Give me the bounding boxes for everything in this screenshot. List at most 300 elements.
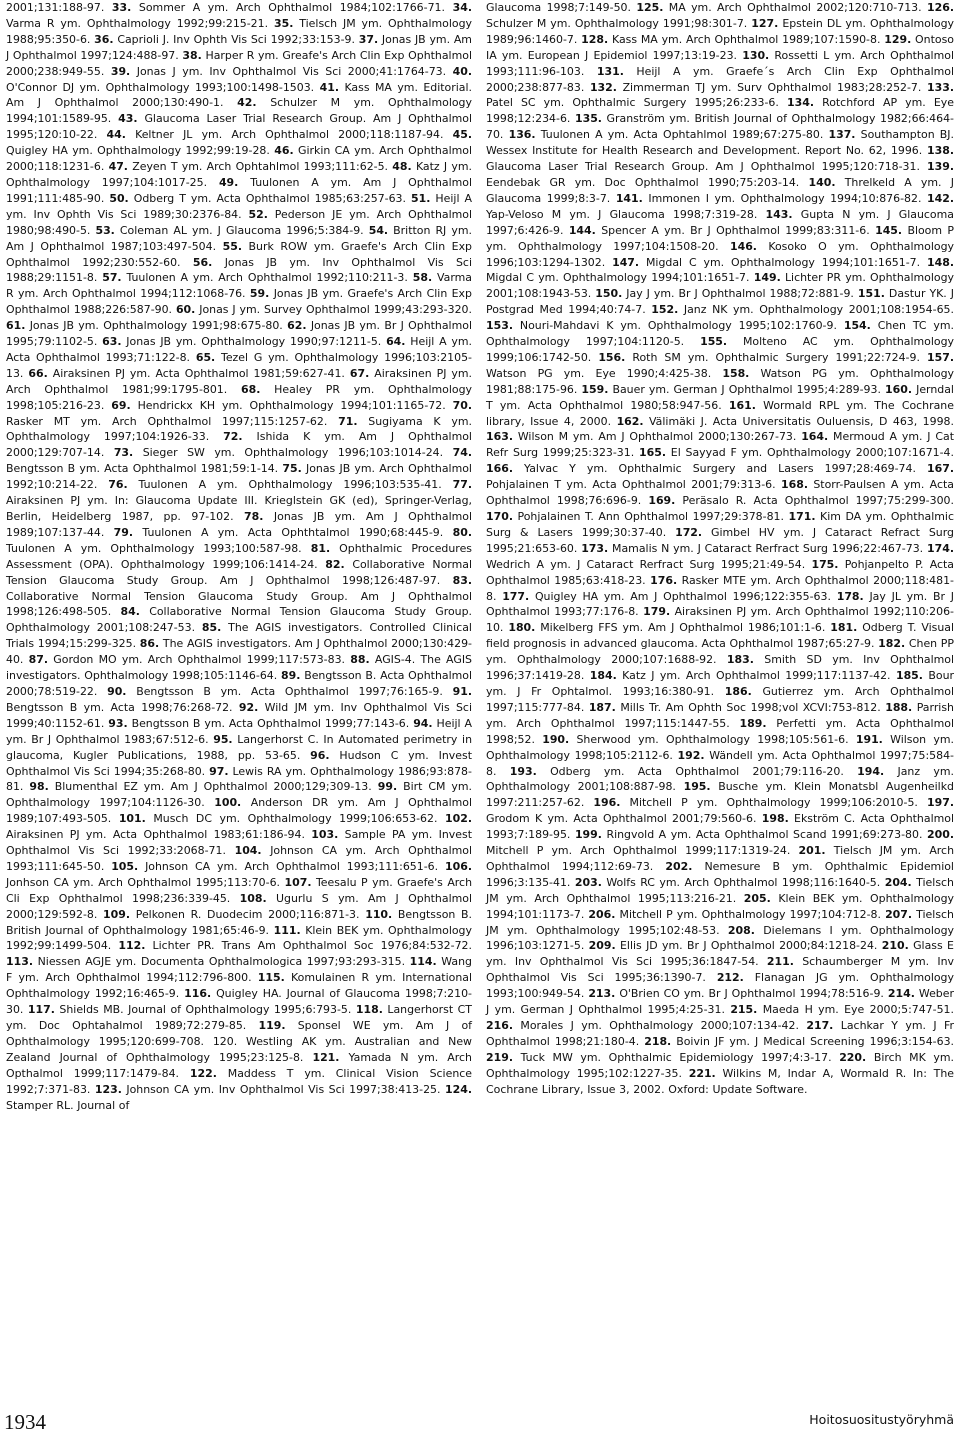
reference-text: Busche ym. Klein Monatsbl Augenheilkd 1997:211:257-62. (486, 780, 954, 810)
reference-number: 67. (349, 366, 370, 380)
reference-text: Bour ym. J Fr Ophtalmol. 1993;16:380-91. (486, 669, 954, 698)
reference-number: 76. (108, 478, 128, 492)
reference-entry (636, 1, 921, 14)
reference-number: 40. (452, 64, 472, 78)
reference-number: 131. (596, 64, 624, 78)
reference-text: Johnson CA ym. Arch Ophthalmol 1993;111:651-6. (145, 859, 439, 873)
reference-number: 153. (486, 319, 513, 333)
reference-text: Rasker MT ym. Arch Ophthalmol 1997;115:1257-62. (6, 414, 328, 428)
reference-entry (29, 653, 345, 666)
reference-number: 35. (274, 16, 294, 30)
reference-text: Anderson DR ym. Am J Ophthalmol 1989;107:493-505. (6, 796, 472, 826)
reference-number: 199. (574, 828, 602, 842)
reference-number: 196. (593, 796, 621, 810)
reference-text: Odberg ym. Acta Ophthalmol 2001;79:116-20. (550, 764, 844, 778)
reference-number: 90. (107, 684, 127, 698)
reference-entry (486, 510, 784, 523)
reference-entry (589, 939, 878, 952)
reference-text: Ekström C. Acta Ophthalmol 1993;7:189-95. (486, 812, 954, 842)
reference-text: Gutierrez ym. Arch Ophthalmol 1997;115:777-84. (486, 684, 954, 714)
reference-number: 130. (742, 48, 770, 62)
reference-number: 154. (843, 319, 871, 333)
reference-text: Wändell ym. Acta Ophthalmol 1997;75:584-8. (486, 748, 954, 778)
reference-number: 166. (486, 462, 513, 476)
reference-text: Wedrich A ym. J Cataract Rerfract Surg 1995;21:49-54. (486, 557, 806, 571)
reference-number: 114. (409, 955, 437, 969)
reference-number: 127. (751, 16, 779, 30)
reference-number: 75. (282, 462, 302, 476)
reference-text: Glaucoma Laser Trial Research Group. Am J Ophthalmol 1995;120:718-31. (486, 160, 920, 174)
reference-text: Weber J ym. German J Ophthalmol 1995;4:25-31. (486, 987, 954, 1017)
reference-entry (103, 908, 359, 921)
reference-list (486, 0, 954, 1098)
reference-text: Sponsel WE ym. Am J of Ophthalmology 1995;120:699-708. 120. Westling AK ym. Australian and New Zealand Journal of Ophthalmology 1995;23:125-8. (6, 1019, 472, 1064)
reference-number: 208. (727, 923, 755, 937)
reference-number: 190. (542, 732, 570, 746)
reference-text: Lachkar Y ym. J Fr Ophthalmol 1998;21:180-4. (486, 1019, 954, 1048)
reference-number: 207. (885, 907, 913, 921)
reference-text: Nemesure B ym. Ophthalmic Epidemiol 1996;3:135-41. (486, 859, 954, 889)
reference-number: 221. (688, 1066, 716, 1080)
reference-number: 63. (102, 335, 122, 349)
reference-number: 162. (616, 414, 644, 428)
reference-text: Kass MA ym. Editorial. Am J Ophthalmol 2000;130:490-1. (6, 80, 472, 110)
reference-text: Wormald RPL ym. The Cochrane library, Issue 4, 2000. (486, 398, 954, 428)
reference-text: Healey PR ym. Ophthalmology 1998;105:216-23. (6, 382, 472, 412)
reference-number: 81. (310, 541, 331, 555)
reference-text: Harper R ym. Greafe's Arch Clin Exp Ophthalmol 2000;238:949-55. (6, 48, 472, 78)
reference-text: O'Connor DJ ym. Ophthalmology 1993;100:1498-1503. (6, 80, 315, 94)
reference-text: Sieger SW ym. Ophthalmology 1996;103:1014-24. (142, 446, 444, 460)
reference-number: 42. (237, 96, 257, 110)
reference-text: Ugurlu S ym. Am J Ophthalmol 2000;129:592-8. (6, 891, 472, 921)
reference-text: Odberg T. Visual field prognosis in advanced glaucoma. Acta Ophthalmol 1987;65:27-9. (486, 621, 955, 651)
reference-entry (6, 319, 283, 332)
reference-text: Maddess T ym. Clinical Vision Science 1992;7:371-83. (6, 1066, 472, 1096)
reference-text: Yalvac Y ym. Ophthalmic Surgery and Lasers 1997;28:469-74. (524, 462, 916, 476)
reference-text: Dastur YK. J Postgrad Med 1994;40:74-7. (486, 287, 954, 317)
reference-text: The AGIS investigators. Am J Ophthalmol 2000;130:429-40. (6, 637, 472, 667)
reference-number: 68. (241, 382, 261, 396)
reference-text: Mermoud A ym. J Cat Refr Surg 1999;25:323-31. (486, 430, 954, 460)
reference-number: 220. (839, 1050, 867, 1064)
reference-number: 174. (927, 541, 954, 555)
reference-text: Morales J ym. Ophthalmology 2000;107:134-42. (520, 1019, 799, 1032)
reference-text: Granström ym. British Journal of Ophthalmology 1982;66:464-70. (486, 112, 954, 142)
reference-entry (569, 224, 870, 237)
reference-entry (29, 780, 371, 793)
reference-number: 141. (615, 191, 643, 205)
reference-text: Eendebak GR ym. Doc Ophthalmol 1990;75:203-14. (486, 175, 800, 189)
reference-number: 95. (213, 732, 233, 746)
reference-entry (107, 128, 444, 141)
reference-entry (486, 430, 796, 443)
reference-entry (114, 526, 444, 539)
reference-text: Blumenthal EZ ym. Am J Ophthalmol 2000;129;309-13. (54, 780, 372, 794)
reference-number: 38. (182, 48, 202, 62)
reference-number: 49. (218, 175, 239, 189)
reference-text: Threlkeld A ym. J Glaucoma 1999;8:3-7. (486, 175, 954, 205)
reference-number: 143. (765, 207, 793, 221)
reference-number: 198. (761, 812, 789, 826)
reference-text: Keltner JL ym. Arch Ophthalmol 2000;118:1187-94. (135, 128, 444, 142)
reference-number: 172. (675, 525, 703, 539)
reference-number: 116. (184, 987, 212, 1001)
reference-entry (588, 908, 881, 921)
reference-text: El Sayyad F ym. Ophthalmology 2000;107:1671-4. (670, 446, 954, 460)
reference-number: 99. (377, 780, 398, 794)
reference-text: 2001;131:188-97. (6, 1, 105, 14)
reference-number: 183. (726, 653, 754, 667)
reference-number: 175. (811, 557, 839, 571)
reference-number: 56. (192, 255, 213, 269)
reference-text: Nouri-Mahdavi K ym. Ophthalmology 1995;102:1760-9. (519, 319, 837, 333)
reference-entry (108, 717, 409, 730)
reference-text: Jay J ym. Br J Ophthalmol 1988;72:881-9. (626, 287, 854, 301)
reference-number: 149. (753, 271, 781, 285)
reference-text: Välimäki J. Acta Universitatis Ouluensis, D 463, 1998. (649, 414, 954, 428)
reference-entry (95, 1083, 441, 1096)
reference-number: 88. (350, 653, 370, 667)
reference-number: 195. (683, 780, 711, 794)
reference-text: Ophthalmic Procedures Assessment (OPA). Ophthalmology 1999;106:1414-24. (6, 541, 472, 571)
reference-number: 59. (249, 287, 270, 301)
reference-text: Heijl A ym. Acta Ophthalmol 1993;71:122-8. (6, 335, 472, 364)
reference-text: Airaksinen PJ ym. In: Glaucoma Update III. Krieglstein GK (ed), Springer-Verlag, Berlin, Heidelberg 1987, pp. 97-102. (6, 494, 472, 523)
reference-entry (28, 1003, 351, 1016)
reference-number: 37. (358, 32, 379, 46)
reference-entry (581, 383, 881, 396)
reference-number: 97. (209, 764, 229, 778)
reference-text: Storr-Paulsen A ym. Acta Ophthalmol 1998;76:696-9. (486, 478, 954, 508)
reference-text: Tuulonen A ym. Am J Ophthalmol 1991;111:485-90. (6, 175, 472, 205)
reference-number: 173. (581, 541, 609, 555)
reference-entry (486, 1, 631, 14)
reference-text: Varma R ym. Arch Ophthalmol 1994;112:1068-76. (6, 271, 472, 301)
reference-text: Heijl A ym. Inv Ophth Vis Sci 1989;30:2376-84. (6, 191, 472, 221)
reference-text: Jonas JB ym. Am J Ophthalmol 1989;107:137-44. (6, 510, 472, 539)
reference-entry (590, 81, 921, 94)
reference-entry (112, 1, 445, 14)
reference-number: 160. (885, 382, 913, 396)
reference-entry (28, 367, 345, 380)
reference-number: 104. (234, 844, 262, 858)
reference-entry (502, 590, 831, 603)
reference-number: 74. (452, 446, 472, 460)
reference-text: Pelkonen R. Duodecim 2000;116:871-3. (135, 907, 360, 921)
reference-number: 189. (739, 716, 767, 730)
reference-number: 159. (581, 382, 609, 396)
reference-text: Lichter PR. Trans Am Ophthalmol Soc 1976;84:532-72. (152, 939, 472, 953)
reference-text: Tuck MW ym. Ophthalmic Epidemiology 1997;4:3-17. (520, 1050, 832, 1064)
reference-number: 169. (648, 494, 676, 508)
reference-entry (590, 669, 891, 682)
reference-entry (486, 1019, 799, 1032)
reference-text: Migdal C ym. Ophthalmology 1994;101:1651-7. (486, 271, 750, 285)
publisher-name: Hoitosuositustyöryhmä (809, 1412, 954, 1427)
reference-number: 157. (926, 350, 954, 364)
reference-text: Zeyen T ym. Arch Ophtahlmol 1993;111:62-5. (132, 160, 389, 174)
reference-number: 191. (855, 732, 883, 746)
reference-number: 148. (926, 255, 954, 269)
reference-number: 80. (452, 525, 472, 539)
reference-number: 119. (258, 1019, 286, 1032)
reference-text: Tielsch JM ym. Arch Ophthalmol 1994;112:69-73. (486, 844, 955, 873)
reference-number: 45. (452, 128, 472, 142)
reference-number: 219. (486, 1050, 513, 1064)
reference-number: 193. (509, 764, 537, 778)
reference-entry (486, 319, 837, 332)
reference-entry (651, 303, 954, 316)
reference-number: 152. (651, 303, 679, 317)
reference-text: Collaborative Normal Tension Glaucoma Study Group. Ophthalmology 2001;108:247-53. (6, 605, 473, 635)
reference-text: Mitchell P ym. Arch Ophthalmol 1999;117:1319-24. (486, 844, 791, 858)
reference-text: Rotchford AP ym. Eye 1998;12:234-6. (486, 96, 954, 126)
reference-number: 123. (94, 1082, 122, 1096)
reference-number: 215. (730, 1003, 758, 1017)
reference-text: Zimmerman TJ ym. Surv Ophthalmol 1983;28:252-7. (622, 80, 922, 94)
reference-text: Hendrickx KH ym. Ophthalmology 1994;101:1165-72. (137, 398, 446, 412)
reference-number: 86. (139, 637, 160, 651)
reference-entry (595, 287, 854, 300)
reference-entry (509, 128, 824, 141)
reference-text: MA ym. Arch Ophthalmol 2002;120:710-713. (668, 1, 922, 14)
reference-entry (114, 446, 443, 459)
reference-number: 178. (836, 589, 864, 603)
reference-text: Glaucoma 1998;7:149-50. (486, 1, 631, 14)
reference-number: 177. (502, 589, 530, 603)
reference-entry (119, 812, 438, 825)
reference-text: Jonas JB ym. Inv Ophthalmol Vis Sci 1988;29:1151-8. (6, 255, 472, 285)
reference-text: Airaksinen PJ ym. Acta Ophthalmol 1983;61:186-94. (6, 828, 305, 842)
reference-text: Ringvold A ym. Acta Ophthalmol Scand 1991;69:273-80. (606, 828, 923, 842)
reference-number: 100. (214, 796, 242, 810)
reference-number: 55. (222, 239, 242, 253)
reference-number: 205. (743, 891, 771, 905)
reference-number: 70. (452, 398, 472, 412)
reference-entry (575, 828, 923, 841)
references-column-right (486, 0, 954, 1098)
reference-text: Sommer A ym. Arch Ophthalmol 1984;102:1766-71. (138, 1, 445, 14)
reference-number: 136. (508, 128, 536, 142)
reference-number: 101. (118, 812, 146, 826)
reference-entry (575, 876, 880, 889)
reference-text: Chen TC ym. Ophthalmology 1997;104:1120-5. (486, 319, 954, 349)
reference-number: 109. (103, 907, 131, 921)
reference-entry (118, 939, 472, 952)
reference-text: Kim DA ym. Ophthalmic Surg & Lasers 1999;30:37-40. (486, 510, 954, 539)
reference-number: 216. (486, 1019, 513, 1032)
reference-number: 167. (926, 462, 954, 476)
reference-text: Odberg T ym. Acta Ophthalmol 1985;63:257-63. (133, 191, 406, 205)
reference-number: 214. (887, 987, 915, 1001)
reference-text: Shields MB. Journal of Ophthalmology 1995;6:793-5. (59, 1003, 352, 1017)
reference-number: 108. (239, 891, 267, 905)
reference-number: 71. (338, 414, 358, 428)
reference-text: Bengtsson B ym. Acta Ophthalmol 1981;59:1-14. (6, 462, 279, 476)
reference-number: 134. (786, 96, 814, 110)
reference-text: Langerhorst C. In Automated perimetry in glaucoma, Kugler Publications, 1988, pp. 53-65. (6, 732, 472, 762)
reference-number: 156. (598, 350, 626, 364)
reference-entry (612, 256, 920, 269)
reference-text: Peräsalo R. Acta Ophthalmol 1997;75:299-300. (682, 494, 954, 508)
reference-number: 150. (595, 287, 623, 301)
reference-entry (644, 1035, 954, 1048)
reference-text: Rossetti L ym. Arch Ophthalmol 1993;111:96-103. (486, 48, 954, 78)
reference-number: 77. (452, 478, 472, 492)
reference-number: 118. (355, 1003, 383, 1017)
reference-number: 209. (588, 939, 616, 953)
reference-text: Immonen I ym. Ophthalmology 1994;10:876-82. (648, 191, 922, 205)
reference-text: Migdal C ym. Ophthalmology 1994;101:1651-7. (645, 255, 921, 269)
reference-number: 121. (312, 1050, 340, 1064)
reference-number: 155. (700, 335, 728, 349)
reference-text: Spencer A ym. Br J Ophthalmol 1999;83:311-6. (601, 223, 870, 237)
reference-text: Schulzer M ym. Ophthalmology 1991;98:301-7. (486, 16, 748, 30)
reference-number: 33. (111, 1, 132, 14)
reference-number: 60. (175, 303, 196, 317)
reference-number: 140. (808, 175, 836, 189)
reference-number: 87. (28, 653, 49, 667)
reference-number: 212. (716, 971, 744, 985)
reference-entry (639, 446, 954, 459)
reference-number: 124. (444, 1082, 472, 1096)
reference-text: Quigley HA ym. Ophthalmology 1992;99:19-28. (6, 144, 270, 158)
reference-number: 202. (665, 859, 693, 873)
reference-text: Mikelberg FFS ym. Am J Ophthalmol 1986;101:1-6. (540, 621, 826, 635)
reference-text: Jonas J ym. Survey Ophthalmol 1999;43:293-320. (199, 303, 472, 317)
reference-text: Birt CM ym. Ophthalmology 1997;104:1126-30. (6, 780, 473, 810)
reference-text: Pohjalainen T. Ann Ophthalmol 1997;29:378-81. (517, 510, 784, 523)
reference-number: 125. (636, 1, 664, 14)
reference-entry (598, 351, 920, 364)
reference-number: 85. (201, 621, 222, 635)
reference-text: Musch DC ym. Ophthalmology 1999;106:653-62. (153, 812, 438, 826)
reference-entry (94, 33, 355, 46)
reference-text: Wild JM ym. Inv Ophthalmol Vis Sci 1999;40:1152-61. (6, 700, 472, 730)
reference-text: Janz ym. Ophthalmology 2001;108:887-98. (486, 764, 954, 794)
reference-text: Jonas JB ym. Am J Ophthalmol 1997;124:488-97. (6, 32, 472, 62)
reference-number: 144. (568, 223, 596, 237)
reference-text: Schaumberger M ym. Inv Ophthalmol Vis Sci 1995;36:1390-7. (486, 955, 954, 985)
reference-number: 69. (111, 398, 131, 412)
reference-number: 91. (452, 684, 472, 698)
reference-number: 57. (102, 271, 122, 285)
reference-text: Ontoso IA ym. European J Epidemiol 1997;13:19-23. (486, 32, 954, 62)
reference-number: 132. (589, 80, 617, 94)
reference-number: 106. (444, 859, 472, 873)
reference-text: Tuulonen A ym. Arch Ophthalmol 1992;110:211-3. (126, 271, 408, 285)
reference-number: 48. (392, 160, 412, 174)
reference-number: 203. (574, 875, 602, 889)
reference-number: 158. (722, 366, 750, 380)
reference-number: 168. (780, 478, 808, 492)
reference-text: Flanagan JG ym. Ophthalmology 1993;100:949-54. (486, 971, 954, 1001)
reference-number: 79. (113, 525, 134, 539)
reference-number: 218. (644, 1034, 672, 1048)
reference-text: Bengtsson B ym. Acta Ophthalmol 1999;77:143-6. (131, 716, 410, 730)
reference-number: 184. (589, 669, 617, 683)
reference-text: Janz NK ym. Ophthalmology 2001;108:1954-65. (683, 303, 954, 317)
reference-text: Tuulonen A ym. Acta Ophtahlmol 1989;67:275-80. (540, 128, 824, 142)
reference-entry (102, 271, 408, 284)
reference-number: 111. (273, 923, 301, 937)
reference-number: 161. (728, 398, 756, 412)
reference-text: Epstein DL ym. Ophthalmology 1989;96:1460-7. (486, 16, 954, 46)
reference-number: 206. (588, 907, 616, 921)
reference-text: Wilson M ym. Am J Ophthalmol 2000;130:267-73. (517, 430, 797, 444)
reference-text: Gimbel HV ym. J Cataract Refract Surg 1995;21:653-60. (486, 525, 954, 555)
reference-number: 39. (110, 64, 131, 78)
reference-number: 112. (118, 939, 146, 953)
reference-text: Kosoko O ym. Ophthalmology 1996;103:1294-1302. (486, 239, 955, 269)
reference-number: 188. (885, 700, 913, 714)
reference-text: Patel SC ym. Ophthalmic Surgery 1995;26:233-6. (486, 96, 779, 110)
reference-text: Mitchell P ym. Ophthalmology 1997;104:712-8. (619, 907, 881, 921)
reference-number: 47. (108, 160, 128, 174)
reference-number: 117. (27, 1003, 55, 1017)
reference-text: Bengtsson B ym. Acta 1998;76:268-72. (6, 700, 233, 714)
reference-entry (486, 462, 916, 475)
reference-number: 170. (486, 510, 513, 523)
reference-number: 176. (650, 573, 678, 587)
reference-text: Coleman AL ym. J Glaucoma 1996;5:384-9. (119, 223, 364, 237)
reference-text: Bengtsson B. Acta Ophthalmol 2000;78:519-22. (6, 669, 473, 698)
reference-number: 180. (508, 621, 536, 635)
reference-number: 44. (106, 128, 126, 142)
reference-text: Schulzer M ym. Ophthalmology 1994;101:1589-95. (6, 96, 472, 126)
reference-text: Mitchell P ym. Ophthalmology 1999;106:2010-5. (629, 796, 918, 810)
reference-number: 187. (588, 700, 616, 714)
reference-entry (542, 733, 848, 746)
reference-text: Ishida K ym. Am J Ophthalmol 2000;129:707-14. (6, 430, 472, 460)
reference-number: 51. (411, 191, 431, 205)
reference-text: Perfetti ym. Acta Ophthalmol 1998;52. (486, 716, 954, 746)
reference-entry (6, 1, 104, 14)
reference-entry (107, 685, 443, 698)
reference-text: Jonas JB ym. Ophthalmology 1990;97:1211-5. (126, 335, 382, 349)
reference-text: Sherwood ym. Ophthalmology 1998;105:561-6. (576, 732, 849, 746)
reference-number: 61. (6, 319, 26, 333)
reference-text: Jonas JB ym. Arch Ophthalmol 1992;10:214-22. (6, 462, 472, 492)
reference-number: 217. (806, 1019, 834, 1032)
reference-number: 66. (28, 366, 48, 380)
reference-number: 50. (109, 191, 129, 205)
reference-text: Jonhson CA ym. Arch Ophthalmol 1995;113:70-6. (6, 875, 281, 889)
reference-number: 94. (413, 716, 433, 730)
reference-text: Jay JL ym. Br J Ophthalmol 1993;77:176-8. (486, 589, 954, 619)
reference-number: 139. (926, 160, 954, 174)
reference-text: Molteno AC ym. Ophthalmology 1999;106:1742-50. (486, 335, 955, 364)
reference-text: Southampton BJ. Wessex Institute for Health Research and Development. Report No. 62, 1996. (486, 128, 955, 158)
reference-number: 146. (729, 239, 757, 253)
reference-number: 147. (612, 255, 640, 269)
reference-text: Watson PG ym. Ophthalmology 1981;88:175-96. (486, 366, 954, 396)
reference-number: 107. (284, 875, 312, 889)
reference-text: Smith SD ym. Inv Ophthalmol 1996;37:1419-28. (486, 653, 955, 683)
reference-text: Niessen AGJE ym. Documenta Ophthalmologica 1997;93:293-315. (37, 955, 406, 969)
reference-text: Bauer ym. German J Ophthalmol 1995;4:289-93. (612, 382, 881, 396)
reference-number: 34. (452, 1, 472, 14)
reference-entry (589, 701, 881, 714)
reference-number: 82. (325, 557, 345, 571)
reference-list (6, 0, 472, 1113)
reference-entry (111, 860, 438, 873)
reference-number: 151. (857, 287, 885, 301)
reference-text: Airaksinen PJ ym. Arch Ophthalmol 1992;110:206-10. (486, 605, 954, 635)
reference-text: Jonas JB ym. Ophthalmology 1991;98:675-80. (29, 319, 283, 333)
reference-text: Jerndal T ym. Acta Ophthalmol 1980;58:947-56. (486, 382, 954, 412)
